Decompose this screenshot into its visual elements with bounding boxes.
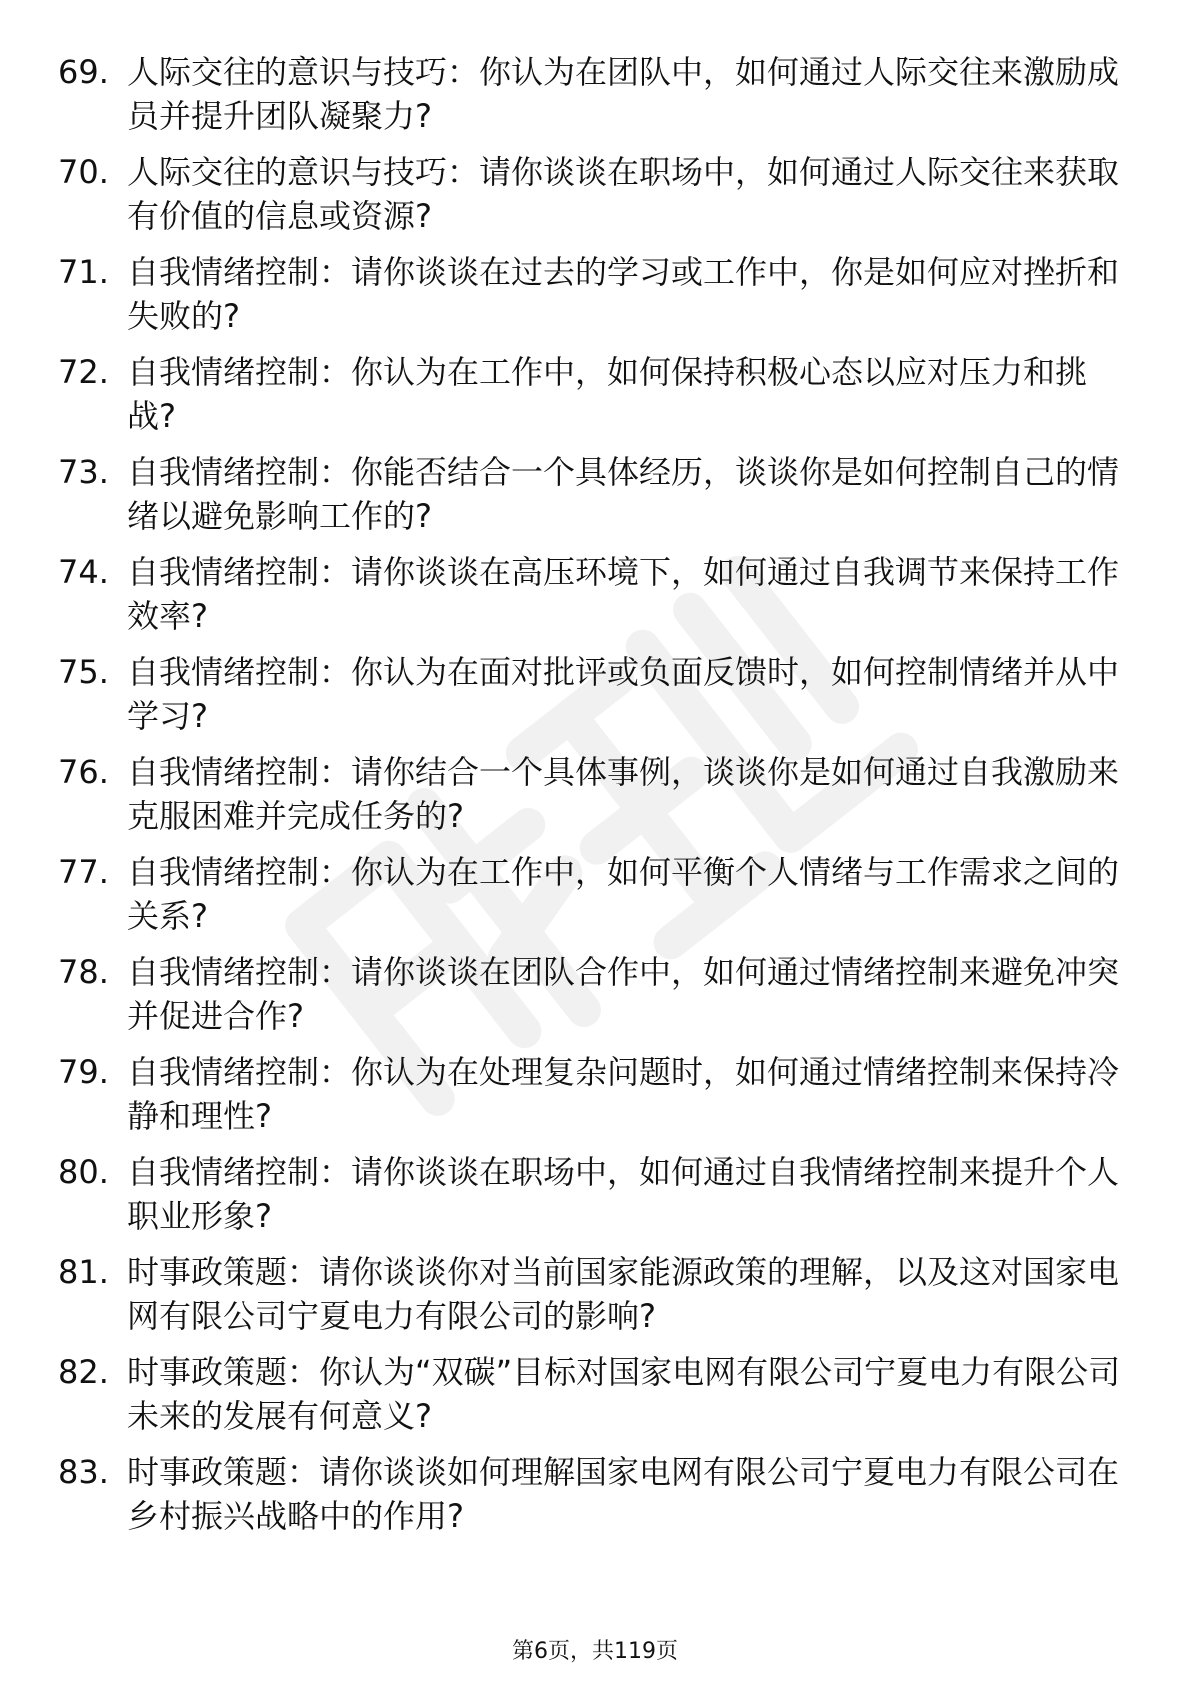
question-item [58, 550, 1138, 650]
question-text: 人际交往的意识与技巧：请你谈谈在职场中，如何通过人际交往来获取有价值的信息或资源? [127, 153, 1120, 235]
question-number: 72. [58, 353, 109, 391]
question-item [58, 1250, 1138, 1350]
question-text: 自我情绪控制：你认为在面对批评或负面反馈时，如何控制情绪并从中学习? [127, 653, 1120, 735]
question-number: 81. [58, 1253, 109, 1291]
question-item [58, 850, 1138, 950]
question-text: 人际交往的意识与技巧：你认为在团队中，如何通过人际交往来激励成员并提升团队凝聚力? [127, 53, 1120, 135]
question-text: 时事政策题：你认为“双碳”目标对国家电网有限公司宁夏电力有限公司未来的发展有何意义? [127, 1353, 1121, 1435]
question-item [58, 650, 1138, 750]
question-text: 自我情绪控制：请你谈谈在过去的学习或工作中，你是如何应对挫折和失败的? [127, 253, 1120, 335]
question-number: 83. [58, 1453, 109, 1491]
question-text: 自我情绪控制：你认为在工作中，如何平衡个人情绪与工作需求之间的关系? [127, 853, 1120, 935]
question-number: 73. [58, 453, 109, 491]
question-item [58, 1350, 1138, 1450]
question-item [58, 150, 1138, 250]
question-item [58, 1050, 1138, 1150]
question-item [58, 250, 1138, 350]
question-number: 75. [58, 653, 109, 691]
question-number: 82. [58, 1353, 109, 1391]
question-text: 自我情绪控制：请你谈谈在团队合作中，如何通过情绪控制来避免冲突并促进合作? [127, 953, 1120, 1035]
question-number: 70. [58, 153, 109, 191]
question-item [58, 350, 1138, 450]
question-item [58, 950, 1138, 1050]
question-number: 74. [58, 553, 109, 591]
question-text: 时事政策题：请你谈谈如何理解国家电网有限公司宁夏电力有限公司在乡村振兴战略中的作用? [127, 1453, 1120, 1535]
question-item [58, 50, 1138, 150]
question-item [58, 750, 1138, 850]
page-footer: 第6页，共119页 [512, 1639, 678, 1664]
question-text: 自我情绪控制：你能否结合一个具体经历，谈谈你是如何控制自己的情绪以避免影响工作的? [127, 453, 1120, 535]
question-number: 71. [58, 253, 109, 291]
question-number: 77. [58, 853, 109, 891]
question-number: 80. [58, 1153, 109, 1191]
question-number: 78. [58, 953, 109, 991]
question-text: 自我情绪控制：你认为在工作中，如何保持积极心态以应对压力和挑战? [127, 353, 1088, 435]
question-item [58, 450, 1138, 550]
question-text: 自我情绪控制：你认为在处理复杂问题时，如何通过情绪控制来保持冷静和理性? [127, 1053, 1120, 1135]
question-text: 自我情绪控制：请你谈谈在职场中，如何通过自我情绪控制来提升个人职业形象? [127, 1153, 1120, 1235]
question-text: 自我情绪控制：请你谈谈在高压环境下，如何通过自我调节来保持工作效率? [127, 553, 1120, 635]
question-number: 69. [58, 53, 109, 91]
question-text: 时事政策题：请你谈谈你对当前国家能源政策的理解，以及这对国家电网有限公司宁夏电力有限公司的影响? [127, 1253, 1120, 1335]
question-number: 79. [58, 1053, 109, 1091]
question-list [58, 50, 1138, 1550]
question-number: 76. [58, 753, 109, 791]
question-text: 自我情绪控制：请你结合一个具体事例，谈谈你是如何通过自我激励来克服困难并完成任务的? [127, 753, 1120, 835]
question-item [58, 1150, 1138, 1250]
question-item [58, 1450, 1138, 1550]
